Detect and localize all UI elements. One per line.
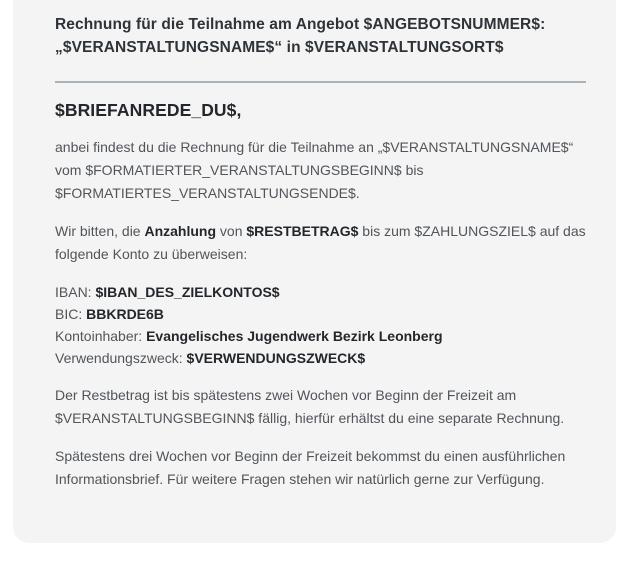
bank-line-bic — [55, 303, 586, 325]
bank-line-verwendungszweck — [55, 347, 586, 369]
divider — [55, 81, 586, 83]
bic-label: BIC: — [55, 306, 87, 322]
payment-run-0: Wir bitten, die — [55, 223, 145, 239]
bank-line-iban — [55, 281, 586, 303]
bic-value: BBKRDE6B — [86, 306, 164, 322]
kontoinhaber-label: Kontoinhaber: — [55, 328, 147, 344]
email-subject: Rechnung für die Teilnahme am Angebot $ANGEBOTSNUMMER$: „$VERANSTALTUNGSNAME$“ in $VERANSTALTUNGSORT$ — [55, 16, 546, 56]
verwendungszweck-value: $VERWENDUNGSZWECK$ — [186, 350, 366, 366]
intro-paragraph: anbei findest du die Rechnung für die Teilnahme an „$VERANSTALTUNGSNAME$“ vom $FORMATIERTER_VERANSTALTUNGSBEGINN$ bis $FORMATIERTES_VERANSTALTUNGSENDE$. — [55, 139, 574, 201]
payment-paragraph — [55, 220, 586, 266]
iban-label: IBAN: — [55, 284, 96, 300]
rest-amount-paragraph: Der Restbetrag ist bis spätestens zwei Wochen vor Beginn der Freizeit am $VERANSTALTUNGSBEGINN$ fällig, hierfür erhältst du eine separate Rechnung. — [55, 387, 565, 426]
kontoinhaber-value: Evangelisches Jugendwerk Bezirk Leonberg — [146, 328, 443, 344]
info-letter-paragraph: Spätestens drei Wochen vor Beginn der Freizeit bekommst du einen ausführlichen Informationsbrief. Für weitere Fragen stehen wir natürlich gerne zur Verfügung. — [55, 448, 566, 487]
iban-value: $IBAN_DES_ZIELKONTOS$ — [95, 284, 280, 300]
salutation: $BRIEFANREDE_DU$, — [55, 100, 242, 120]
email-body — [55, 13, 586, 491]
email-template-card — [13, 0, 616, 543]
payment-run-2: von — [216, 223, 247, 239]
bank-line-kontoinhaber — [55, 325, 586, 347]
payment-run-4: bis zum $ZAHLUNGSZIEL$ auf das folgende Konto zu überweisen: — [55, 223, 586, 262]
payment-run-restbetrag: $RESTBETRAG$ — [246, 223, 359, 239]
payment-run-anzahlung: Anzahlung — [144, 223, 217, 239]
verwendungszweck-label: Verwendungszweck: — [55, 350, 187, 366]
bank-details — [55, 281, 586, 369]
